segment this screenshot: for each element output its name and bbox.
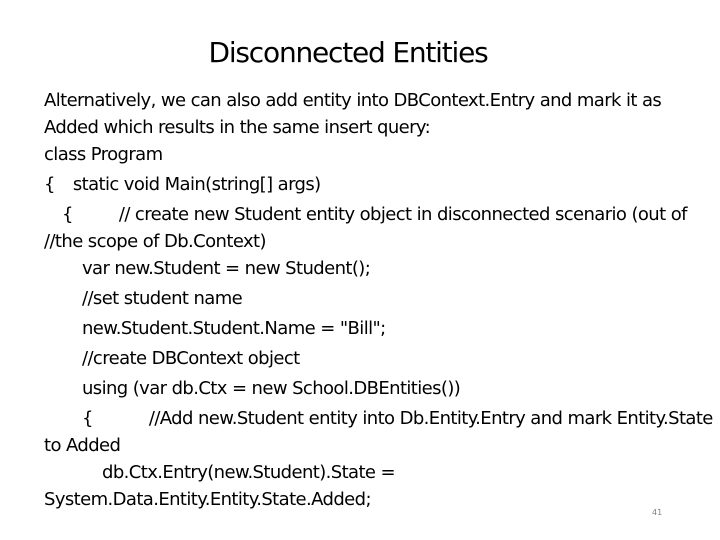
code-set-name: new.Student.Student.Name = "Bill"; [82,318,386,339]
code-entry-state-a: db.Ctx.Entry(new.Student).State = [102,462,396,483]
code-main-line [44,170,714,200]
code-entry-state-b: System.Data.Entity.Entity.State.Added; [44,489,371,510]
page-number: 41 [652,508,663,517]
code-new-student: var new.Student = new Student(); [82,258,371,279]
slide-title: Disconnected Entities [208,36,488,69]
code-main-signature: static void Main(string[] args) [72,174,321,195]
code-create-comment-a: // create new Student entity object in disconnected scenario (out of [118,204,687,225]
code-create-comment-b: //the scope of Db.Context) [44,231,266,252]
code-class-decl: class Program [44,144,163,165]
code-comment-create-ctx: //create DBContext object [82,348,300,369]
code-add-comment-b: to Added [44,435,121,456]
code-using-brace: { [82,408,93,429]
slide-body [44,86,714,512]
code-add-comment-line [44,404,714,434]
code-add-comment-a: //Add new.Student entity into Db.Entity.Entry and mark Entity.State [148,408,713,429]
code-create-comment-line [44,200,714,230]
code-main-brace: { [44,174,55,195]
intro-line-2: Added which results in the same insert query: [44,117,431,138]
code-using-statement: using (var db.Ctx = new School.DBEntities()) [82,378,461,399]
intro-line-1: Alternatively, we can also add entity into DBContext.Entry and mark it as [44,90,662,111]
code-inner-brace: { [62,204,73,225]
code-comment-set-name: //set student name [82,288,243,309]
